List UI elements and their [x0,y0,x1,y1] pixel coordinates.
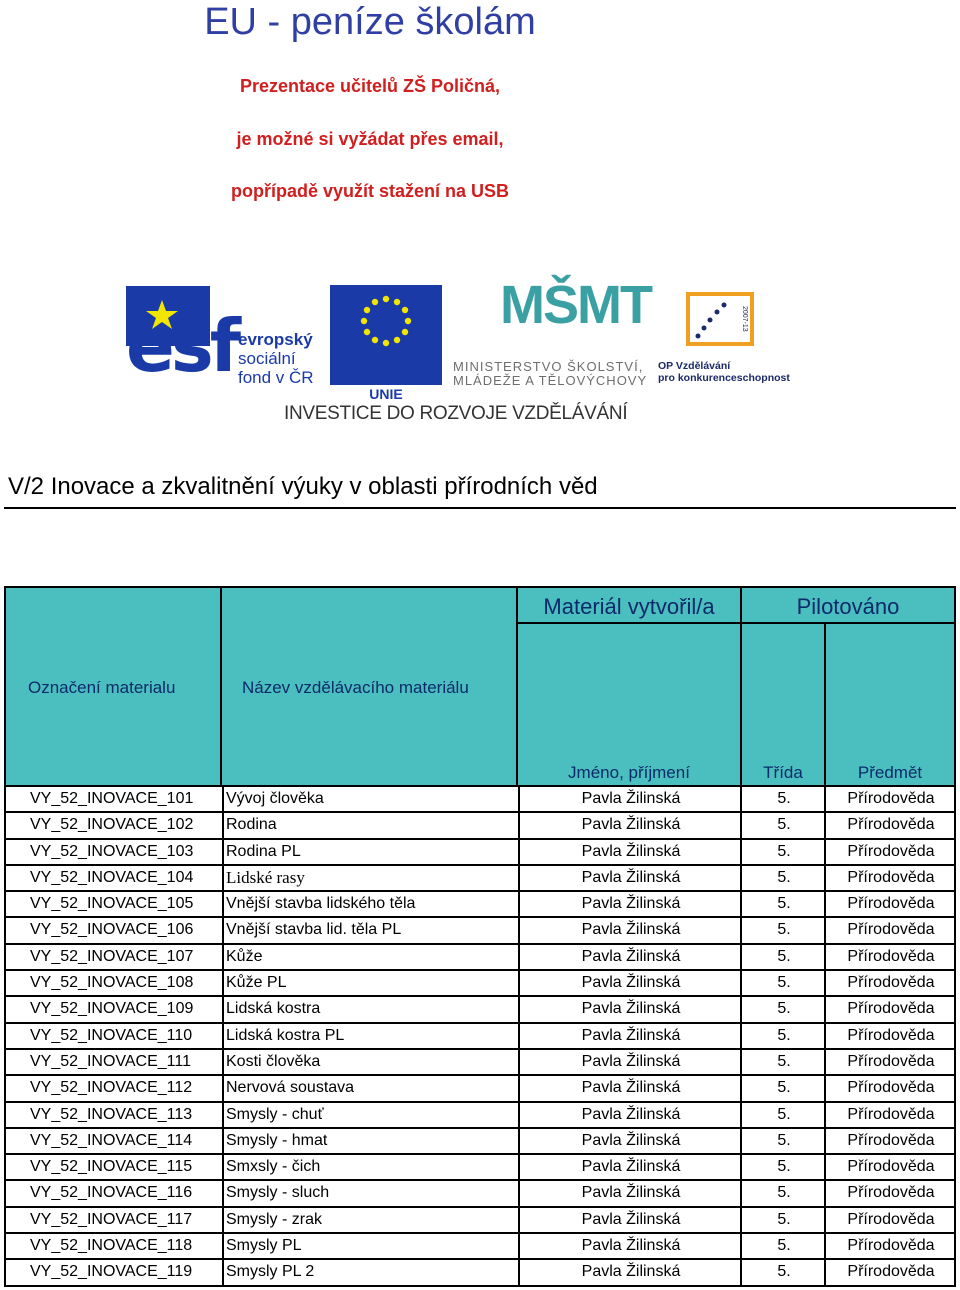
row-name: Smysly - sluch [222,1181,329,1205]
row-subject: Přírodověda [824,971,956,995]
esf-line-3: fond v ČR [238,368,314,387]
row-class: 5. [740,1050,826,1074]
row-name: Rodina [222,813,277,837]
table-row [4,866,956,892]
row-code: VY_52_INOVACE_101 [30,790,194,807]
header-divider [516,622,954,624]
row-author: Pavla Žilinská [518,1260,742,1284]
materials-table [4,586,956,1287]
row-class: 5. [740,1181,826,1205]
table-row [4,945,956,971]
row-class: 5. [740,892,826,916]
header-author-name: Jméno, příjmení [568,763,690,782]
op-line-1: OP Vzdělávání [658,360,731,372]
row-name: Rodina PL [222,840,301,864]
esf-logo-letters: esf [126,304,238,388]
esf-line-2: sociální [238,349,296,368]
header-author-group: Materiál vytvořil/a [543,594,715,619]
row-code: VY_52_INOVACE_107 [30,947,194,965]
row-author: Pavla Žilinská [518,1103,742,1127]
table-row [4,1260,956,1286]
msmt-line-2: MLÁDEŽE A TĚLOVÝCHOVY [453,373,648,388]
header-subject: Předmět [857,763,923,782]
header-code: Označení materialu [28,678,176,697]
row-code: VY_52_INOVACE_112 [30,1079,193,1097]
subtitle-line-2: je možné si vyžádat přes email, [236,129,504,149]
row-subject: Přírodověda [824,1155,956,1179]
header-divider [220,588,222,785]
row-code: VY_52_INOVACE_108 [30,974,194,992]
row-code: VY_52_INOVACE_109 [30,1000,194,1018]
row-name: Smysly - chuť [222,1103,324,1127]
row-subject: Přírodověda [824,1050,956,1074]
row-name: Kůže [222,945,262,969]
page-title: EU - peníze školám [204,1,536,43]
op-line-2: pro konkurenceschopnost [658,372,790,384]
table-row [4,892,956,918]
eu-label: EVROPSKÁ UNIE [346,370,426,402]
row-class: 5. [740,945,826,969]
row-author: Pavla Žilinská [518,1181,742,1205]
row-author: Pavla Žilinská [518,1234,742,1258]
table-row [4,813,956,839]
row-author: Pavla Žilinská [518,1050,742,1074]
row-subject: Přírodověda [824,945,956,969]
row-subject: Přírodověda [824,1103,956,1127]
row-code: VY_52_INOVACE_111 [30,1052,191,1070]
row-class: 5. [740,1103,826,1127]
table-row [4,1208,956,1234]
row-code: VY_52_INOVACE_106 [30,921,194,939]
header-class: Třída [763,763,803,782]
row-code: VY_52_INOVACE_118 [30,1237,193,1255]
row-name: Smysly PL 2 [222,1260,314,1284]
row-class: 5. [740,1234,826,1258]
table-row [4,1129,956,1155]
row-class: 5. [740,787,826,811]
row-subject: Přírodověda [824,840,956,864]
table-row [4,997,956,1023]
row-class: 5. [740,1155,826,1179]
table-row [4,787,956,813]
table-body [4,787,956,1287]
esf-logo-text [238,330,314,387]
row-code: VY_52_INOVACE_115 [30,1158,193,1176]
table-row [4,1234,956,1260]
row-name: Lidská kostra PL [222,1024,344,1048]
row-name: Kosti člověka [222,1050,320,1074]
row-name: Vnější stavba lid. těla PL [222,918,401,942]
row-subject: Přírodověda [824,1234,956,1258]
row-author: Pavla Žilinská [518,813,742,837]
table-row [4,1024,956,1050]
row-subject: Přírodověda [824,1129,956,1153]
row-subject: Přírodověda [824,1260,956,1284]
table-row [4,1155,956,1181]
row-author: Pavla Žilinská [518,918,742,942]
row-code: VY_52_INOVACE_116 [30,1184,193,1202]
row-author: Pavla Žilinská [518,997,742,1021]
row-class: 5. [740,1208,826,1232]
table-row [4,1103,956,1129]
op-logo-icon [686,292,754,346]
table-row [4,971,956,997]
row-code: VY_52_INOVACE_102 [30,816,194,834]
row-name: Smysly - zrak [222,1208,322,1232]
row-subject: Přírodověda [824,866,956,890]
op-logo-text [658,360,790,384]
header-divider [824,622,826,785]
row-class: 5. [740,997,826,1021]
table-row [4,840,956,866]
msmt-logo-mark: MŠMT [500,275,651,335]
row-author: Pavla Žilinská [518,840,742,864]
row-name: Nervová soustava [222,1076,354,1100]
row-subject: Přírodověda [824,813,956,837]
row-class: 5. [740,813,826,837]
row-author: Pavla Žilinská [518,1155,742,1179]
row-name: Kůže PL [222,971,286,995]
row-subject: Přírodověda [824,1208,956,1232]
row-code: VY_52_INOVACE_117 [30,1210,193,1228]
row-name: Lidské rasy [222,866,305,890]
row-subject: Přírodověda [824,1181,956,1205]
row-subject: Přírodověda [824,1024,956,1048]
op-side-text: 2007-13 [741,306,748,332]
heading-divider [4,507,956,509]
row-author: Pavla Žilinská [518,787,742,811]
row-name: Smysly PL [222,1234,302,1258]
row-code: VY_52_INOVACE_105 [30,895,194,913]
row-subject: Přírodověda [824,1076,956,1100]
row-name: Vývoj člověka [222,787,324,811]
row-code: VY_52_INOVACE_103 [30,842,194,860]
row-name: Lidská kostra [222,997,320,1021]
row-author: Pavla Žilinská [518,866,742,890]
row-subject: Přírodověda [824,892,956,916]
row-code: VY_52_INOVACE_104 [30,868,194,886]
row-author: Pavla Žilinská [518,1024,742,1048]
row-name: Smxsly - čich [222,1155,320,1179]
row-code: VY_52_INOVACE_114 [30,1131,193,1149]
row-author: Pavla Žilinská [518,945,742,969]
row-name: Smysly - hmat [222,1129,327,1153]
row-author: Pavla Žilinská [518,971,742,995]
subtitle-line-1: Prezentace učitelů ZŠ Poličná, [239,76,501,96]
row-class: 5. [740,971,826,995]
row-author: Pavla Žilinská [518,892,742,916]
table-row [4,1050,956,1076]
row-class: 5. [740,840,826,864]
row-name: Vnější stavba lidského těla [222,892,415,916]
row-subject: Přírodověda [824,997,956,1021]
logo-strip [0,270,960,430]
row-subject: Přírodověda [824,918,956,942]
table-header [4,586,956,787]
row-class: 5. [740,866,826,890]
row-class: 5. [740,918,826,942]
row-code: VY_52_INOVACE_110 [30,1026,193,1044]
esf-line-1: evropský [238,330,313,349]
msmt-logo-text [453,360,647,388]
row-class: 5. [740,1024,826,1048]
row-class: 5. [740,1260,826,1284]
table-row [4,1181,956,1207]
section-heading: V/2 Inovace a zkvalitnění výuky v oblasti přírodních věd [8,473,598,500]
msmt-line-1: MINISTERSTVO ŠKOLSTVÍ, [453,359,644,374]
row-author: Pavla Žilinská [518,1129,742,1153]
row-class: 5. [740,1129,826,1153]
row-author: Pavla Žilinská [518,1076,742,1100]
header-name: Název vzdělávacího materiálu [242,678,469,697]
row-code: VY_52_INOVACE_119 [30,1263,193,1281]
row-subject: Přírodověda [824,787,956,811]
subtitle-line-3: popřípadě využít stažení na USB [230,181,510,201]
row-class: 5. [740,1076,826,1100]
table-row [4,1076,956,1102]
table-row [4,918,956,944]
investice-tagline: INVESTICE DO ROZVOJE VZDĚLÁVÁNÍ [284,403,628,424]
header-piloted-group: Pilotováno [796,594,900,619]
row-author: Pavla Žilinská [518,1208,742,1232]
row-code: VY_52_INOVACE_113 [30,1105,193,1123]
